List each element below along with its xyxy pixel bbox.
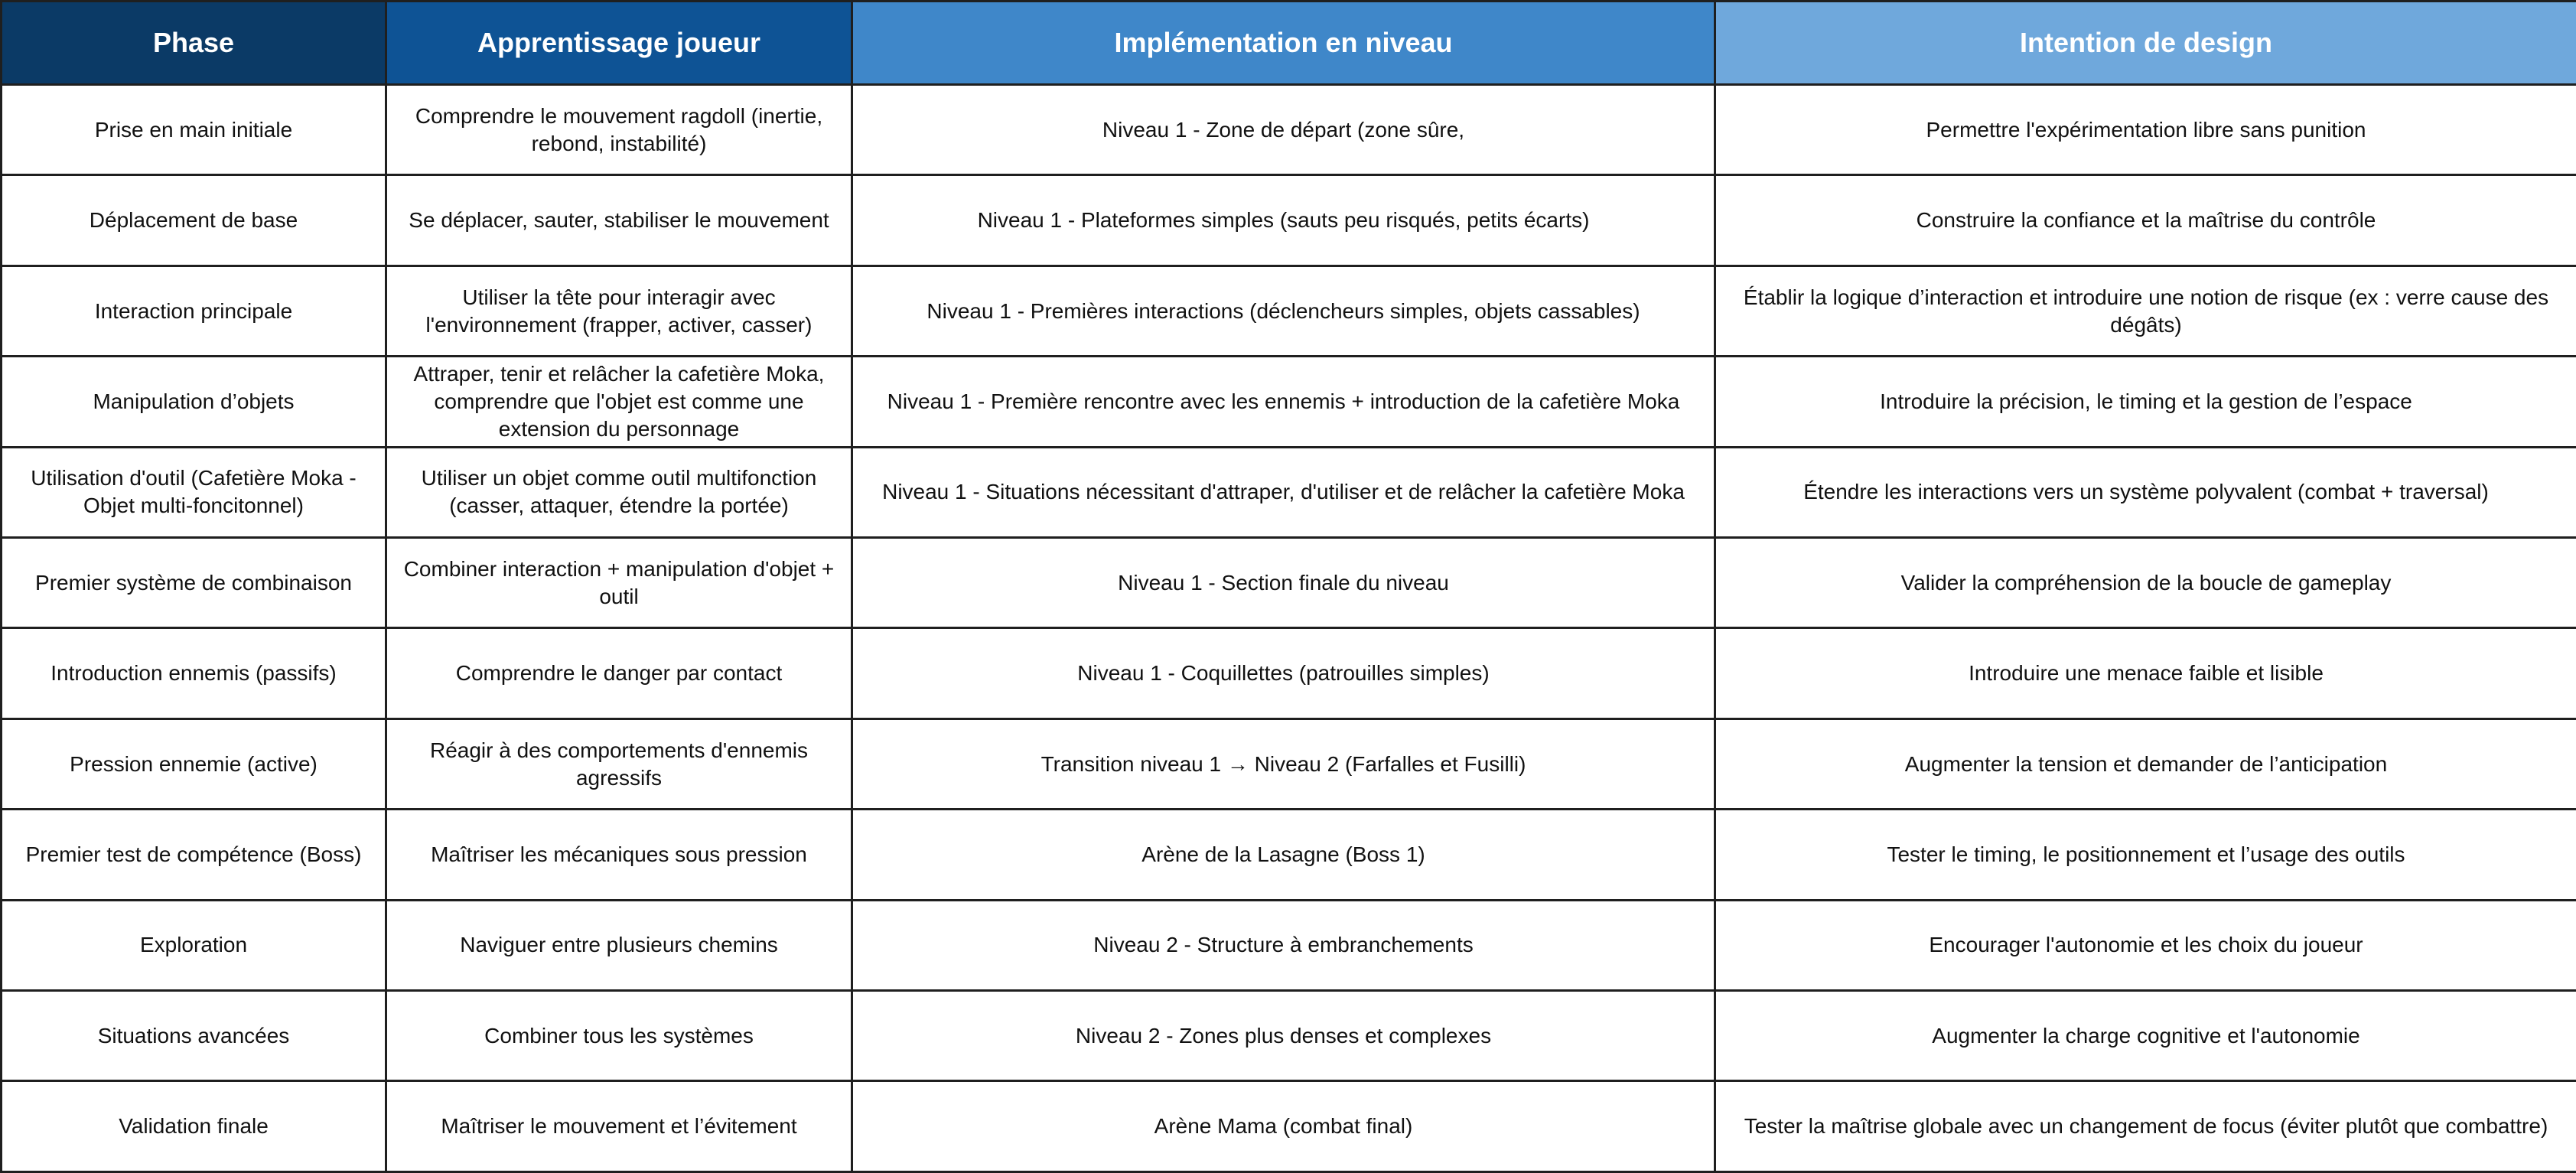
cell-apprentissage: Comprendre le danger par contact xyxy=(386,628,852,718)
cell-implementation: Niveau 1 - Coquillettes (patrouilles simples) xyxy=(852,628,1715,718)
cell-implementation: Niveau 1 - Plateformes simples (sauts peu risqués, petits écarts) xyxy=(852,175,1715,266)
cell-implementation: Niveau 2 - Structure à embranchements xyxy=(852,900,1715,990)
table-row xyxy=(2,447,2576,537)
cell-phase: Premier système de combinaison xyxy=(2,538,386,628)
cell-implementation: Arène Mama (combat final) xyxy=(852,1081,1715,1172)
table-row xyxy=(2,900,2576,990)
cell-apprentissage: Combiner interaction + manipulation d'objet + outil xyxy=(386,538,852,628)
cell-intention: Tester la maîtrise globale avec un changement de focus (éviter plutôt que combattre) xyxy=(1715,1081,2576,1172)
cell-phase: Interaction principale xyxy=(2,266,386,356)
table-row xyxy=(2,628,2576,718)
table-row xyxy=(2,85,2576,175)
table-body xyxy=(2,85,2576,1172)
cell-phase: Premier test de compétence (Boss) xyxy=(2,810,386,900)
cell-intention: Introduire la précision, le timing et la gestion de l’espace xyxy=(1715,357,2576,447)
cell-implementation: Niveau 1 - Section finale du niveau xyxy=(852,538,1715,628)
cell-implementation: Niveau 2 - Zones plus denses et complexes xyxy=(852,991,1715,1081)
cell-apprentissage: Se déplacer, sauter, stabiliser le mouvement xyxy=(386,175,852,266)
cell-implementation: Arène de la Lasagne (Boss 1) xyxy=(852,810,1715,900)
table-row xyxy=(2,1081,2576,1172)
cell-apprentissage: Maîtriser les mécaniques sous pression xyxy=(386,810,852,900)
cell-apprentissage: Comprendre le mouvement ragdoll (inertie, rebond, instabilité) xyxy=(386,85,852,175)
cell-apprentissage: Utiliser la tête pour interagir avec l'environnement (frapper, activer, casser) xyxy=(386,266,852,356)
cell-implementation: Niveau 1 - Première rencontre avec les ennemis + introduction de la cafetière Moka xyxy=(852,357,1715,447)
cell-apprentissage: Combiner tous les systèmes xyxy=(386,991,852,1081)
cell-intention: Augmenter la tension et demander de l’anticipation xyxy=(1715,718,2576,809)
cell-phase: Introduction ennemis (passifs) xyxy=(2,628,386,718)
cell-intention: Valider la compréhension de la boucle de gameplay xyxy=(1715,538,2576,628)
header-apprentissage: Apprentissage joueur xyxy=(386,2,852,85)
cell-implementation: Transition niveau 1 → Niveau 2 (Farfalles et Fusilli) xyxy=(852,718,1715,809)
cell-phase: Validation finale xyxy=(2,1081,386,1172)
table-row xyxy=(2,266,2576,356)
cell-phase: Déplacement de base xyxy=(2,175,386,266)
cell-intention: Permettre l'expérimentation libre sans punition xyxy=(1715,85,2576,175)
cell-implementation: Niveau 1 - Zone de départ (zone sûre, xyxy=(852,85,1715,175)
table-row xyxy=(2,175,2576,266)
cell-apprentissage: Attraper, tenir et relâcher la cafetière Moka, comprendre que l'objet est comme une extension du personnage xyxy=(386,357,852,447)
cell-apprentissage: Utiliser un objet comme outil multifonction (casser, attaquer, étendre la portée) xyxy=(386,447,852,537)
cell-apprentissage: Naviguer entre plusieurs chemins xyxy=(386,900,852,990)
header-row xyxy=(2,2,2576,85)
cell-intention: Établir la logique d’interaction et introduire une notion de risque (ex : verre cause des dégâts) xyxy=(1715,266,2576,356)
cell-phase: Utilisation d'outil (Cafetière Moka - Objet multi-foncitonnel) xyxy=(2,447,386,537)
cell-phase: Situations avancées xyxy=(2,991,386,1081)
header-intention: Intention de design xyxy=(1715,2,2576,85)
cell-apprentissage: Réagir à des comportements d'ennemis agressifs xyxy=(386,718,852,809)
cell-intention: Tester le timing, le positionnement et l’usage des outils xyxy=(1715,810,2576,900)
cell-intention: Introduire une menace faible et lisible xyxy=(1715,628,2576,718)
cell-phase: Prise en main initiale xyxy=(2,85,386,175)
cell-intention: Construire la confiance et la maîtrise du contrôle xyxy=(1715,175,2576,266)
cell-phase: Pression ennemie (active) xyxy=(2,718,386,809)
cell-intention: Encourager l'autonomie et les choix du joueur xyxy=(1715,900,2576,990)
cell-intention: Étendre les interactions vers un système polyvalent (combat + traversal) xyxy=(1715,447,2576,537)
cell-apprentissage: Maîtriser le mouvement et l’évitement xyxy=(386,1081,852,1172)
cell-phase: Manipulation d’objets xyxy=(2,357,386,447)
table-row xyxy=(2,718,2576,809)
cell-intention: Augmenter la charge cognitive et l'autonomie xyxy=(1715,991,2576,1081)
cell-phase: Exploration xyxy=(2,900,386,990)
header-implementation: Implémentation en niveau xyxy=(852,2,1715,85)
table-row xyxy=(2,357,2576,447)
cell-implementation: Niveau 1 - Premières interactions (déclencheurs simples, objets cassables) xyxy=(852,266,1715,356)
cell-implementation: Niveau 1 - Situations nécessitant d'attraper, d'utiliser et de relâcher la cafetière Moka xyxy=(852,447,1715,537)
table-row xyxy=(2,538,2576,628)
header-phase: Phase xyxy=(2,2,386,85)
table-row xyxy=(2,810,2576,900)
table-row xyxy=(2,991,2576,1081)
